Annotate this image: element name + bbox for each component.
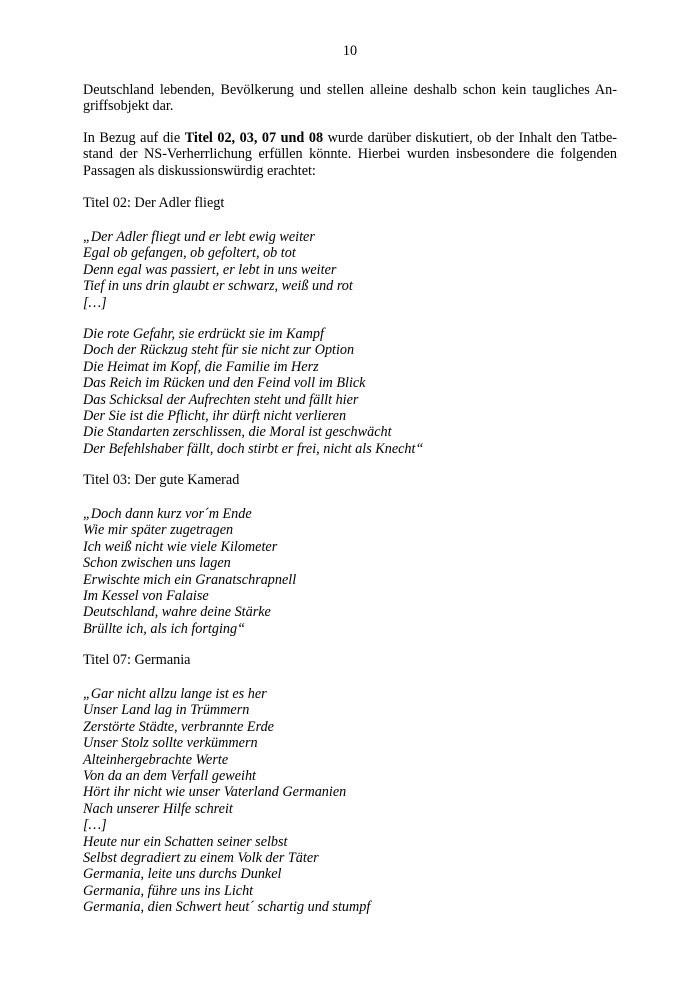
quote-line: Von da an dem Verfall geweiht	[83, 768, 256, 785]
quote-line: Brüllte ich, als ich fortging“	[83, 620, 245, 637]
paragraph-text: In Bezug auf die	[83, 130, 185, 146]
quote-line: Die Standarten zerschlissen, die Moral ist geschwächt	[83, 424, 392, 441]
quote-line: Germania, leite uns durchs Dunkel	[83, 866, 282, 883]
quote-line: Die rote Gefahr, sie erdrückt sie im Kampf	[83, 326, 324, 342]
paragraph-text: Passagen als diskussionswürdig erachtet:	[83, 162, 316, 179]
quote-line: Zerstörte Städte, verbrannte Erde	[83, 718, 274, 735]
quote-line: Hört ihr nicht wie unser Vaterland Germanien	[83, 784, 347, 801]
quote-line: Die Heimat im Kopf, die Familie im Herz	[83, 358, 319, 375]
quote-line: Tief in uns drin glaubt er schwarz, weiß und rot	[83, 278, 353, 295]
quote-block-titel-03	[83, 506, 296, 637]
paragraph-line	[83, 82, 617, 98]
quote-line: „Doch dann kurz vor´m Ende	[83, 506, 252, 522]
quote-line: Selbst degradiert zu einem Volk der Täter	[83, 850, 319, 867]
paragraph-line	[83, 163, 617, 179]
quote-line: […]	[83, 817, 107, 834]
section-title-titel-02: Titel 02: Der Adler fliegt	[83, 195, 225, 211]
quote-line: Heute nur ein Schatten seiner selbst	[83, 833, 288, 850]
quote-line: Ich weiß nicht wie viele Kilometer	[83, 538, 278, 555]
quote-line: Erwischte mich ein Granatschrapnell	[83, 571, 297, 588]
quote-line: Doch der Rückzug steht für sie nicht zur Option	[83, 342, 355, 359]
quote-line: Egal ob gefangen, ob gefoltert, ob tot	[83, 245, 296, 262]
quote-line: Der Sie ist die Pflicht, ihr dürft nicht verlieren	[83, 408, 347, 425]
paragraph-intro	[83, 82, 617, 115]
quote-line: Denn egal was passiert, er lebt in uns weiter	[83, 261, 337, 278]
page-number: 10	[342, 43, 358, 59]
quote-line: Wie mir später zugetragen	[83, 522, 234, 539]
quote-block-titel-07	[83, 686, 370, 916]
section-title-titel-07: Titel 07: Germania	[83, 652, 191, 668]
paragraph-discussion	[83, 130, 617, 179]
quote-line: Nach unserer Hilfe schreit	[83, 800, 233, 817]
paragraph-line	[83, 130, 617, 146]
paragraph-text: Deutschland lebenden, Bevölkerung und stellen alleine deshalb schon kein taugliches An-	[83, 82, 617, 98]
paragraph-line	[83, 98, 617, 114]
quote-line: Das Reich im Rücken und den Feind voll im Blick	[83, 375, 366, 392]
paragraph-bold-titles: Titel 02, 03, 07 und 08	[184, 130, 324, 146]
paragraph-text: stand der NS-Verherrlichung erfüllen könnte. Hierbei wurden insbesondere die folgenden	[83, 146, 617, 163]
quote-line: Im Kessel von Falaise	[83, 588, 209, 605]
quote-line: Germania, führe uns ins Licht	[83, 882, 254, 899]
quote-line: Schon zwischen uns lagen	[83, 555, 231, 572]
quote-block-titel-02-part-a	[83, 229, 353, 311]
paragraph-text: wurde darüber diskutiert, ob der Inhalt den Tatbe-	[323, 130, 617, 146]
quote-line: „Der Adler fliegt und er lebt ewig weiter	[83, 229, 315, 245]
quote-line: Alteinhergebrachte Werte	[83, 751, 229, 768]
quote-line: Deutschland, wahre deine Stärke	[83, 604, 271, 621]
quote-line: Unser Stolz sollte verkümmern	[83, 735, 258, 752]
quote-block-titel-02-part-b	[83, 326, 423, 457]
quote-line: Germania, dien Schwert heut´ schartig und stumpf	[83, 899, 371, 916]
paragraph-line	[83, 146, 617, 162]
quote-line: Das Schicksal der Aufrechten steht und fällt hier	[83, 391, 359, 408]
quote-line: […]	[83, 294, 107, 311]
quote-line: Der Befehlshaber fällt, doch stirbt er frei, nicht als Knecht“	[83, 440, 424, 457]
quote-line: „Gar nicht allzu lange ist es her	[83, 686, 267, 702]
section-title-titel-03: Titel 03: Der gute Kamerad	[83, 472, 240, 488]
paragraph-text: griffsobjekt dar.	[83, 98, 174, 115]
quote-line: Unser Land lag in Trümmern	[83, 702, 250, 719]
